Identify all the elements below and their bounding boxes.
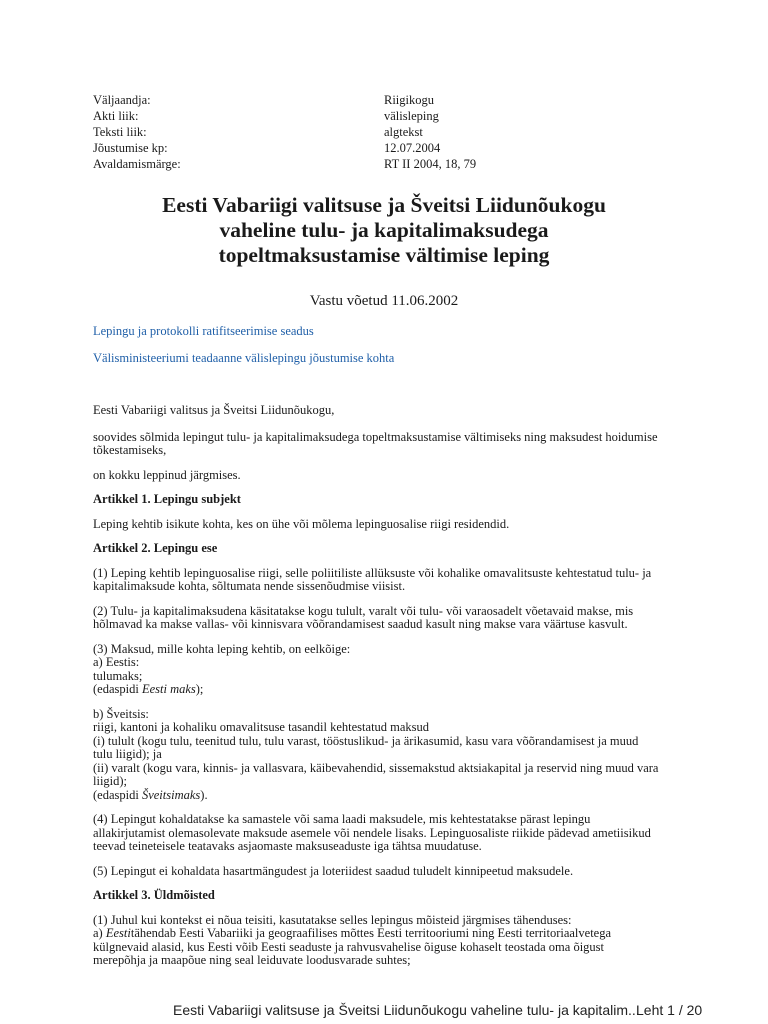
metadata-row — [93, 124, 693, 140]
paragraph: (i) tulult (kogu tulu, teenitud tulu, tulu varast, tööstuslikud- ja ärikasumid, kasu vara võõrandamisest ja muud — [93, 733, 639, 748]
paragraph: (ii) varalt (kogu vara, kinnis- ja vallasvara, käibevahendid, sissemakstud aktsiakapital ja reservid ning muud vara — [93, 760, 659, 775]
paragraph: Leping kehtib isikute kohta, kes on ühe või mõlema lepinguosalise riigi residendid. — [93, 516, 510, 531]
metadata-value: algtekst — [384, 125, 423, 139]
text: a) — [93, 926, 106, 940]
metadata-key: Väljaandja: — [93, 93, 151, 107]
document-title — [0, 193, 768, 268]
article-heading: Artikkel 2. Lepingu ese — [93, 541, 218, 555]
paragraph — [93, 789, 683, 803]
metadata-row — [93, 92, 693, 108]
article-heading: Artikkel 3. Üldmõisted — [93, 888, 215, 902]
text: ); — [195, 682, 204, 696]
paragraph: tulumaks; — [93, 668, 143, 683]
title-line: vaheline tulu- ja kapitalimaksudega — [219, 218, 549, 242]
emphasis: Eesti maks — [141, 682, 196, 696]
ratification-act-link[interactable]: Lepingu ja protokolli ratifitseerimise seadus — [93, 324, 314, 338]
paragraph: külgnevaid alasid, kus Eesti võib Eesti seaduste ja rahvusvahelise õiguse kohaselt teostada oma õigust — [93, 939, 604, 954]
paragraph: kapitalimaksude kohta, sõltumata nende sissenõudmise viisist. — [93, 579, 406, 593]
title-line: Eesti Vabariigi valitsuse ja Šveitsi Liidunõukogu — [162, 193, 606, 217]
paragraph: (4) Lepingut kohaldatakse ka samastele või sama laadi maksudele, mis kehtestatakse pärast lepingu — [93, 812, 591, 826]
metadata-row — [93, 156, 693, 172]
metadata-value: Riigikogu — [384, 93, 435, 107]
text: tähendab Eesti Vabariiki ja geograafilises mõttes Eesti territooriumi ning Eesti territoriaalvetega — [130, 926, 612, 940]
paragraph: allakirjutamist olemasolevate maksude asemele või nendele lisaks. Lepinguosaliste riikide pädevad ametiisikud — [93, 825, 651, 840]
metadata-row — [93, 140, 693, 156]
entry-into-force-notice-link[interactable]: Välisministeeriumi teadaanne välislepingu jõustumise kohta — [93, 351, 395, 365]
paragraph: riigi, kantoni ja kohaliku omavalitsuse tasandil kehtestatud maksud — [93, 720, 430, 734]
document-body — [93, 404, 683, 968]
paragraph: (2) Tulu- ja kapitalimaksudena käsitatakse kogu tulult, varalt või tulu- või varaosadelt võetavaid makse, mis — [93, 603, 634, 618]
page-counter: Leht 1 / 20 — [636, 1002, 703, 1018]
metadata-value: 12.07.2004 — [384, 141, 441, 155]
paragraph: (1) Leping kehtib lepinguosalise riigi, selle poliitiliste allüksuste või kohalike omavalitsuste kehtestatud tulu- ja — [93, 565, 652, 580]
title-line: topeltmaksustamise vältimise leping — [218, 243, 550, 267]
paragraph — [93, 927, 683, 941]
metadata-table — [93, 92, 693, 172]
text: (edaspidi — [93, 787, 142, 802]
footer-document-title: Eesti Vabariigi valitsuse ja Šveitsi Liidunõukogu vaheline tulu- ja kapitalim... — [173, 1002, 640, 1018]
metadata-value: välisleping — [384, 109, 439, 123]
paragraph: hõlmavad ka makse vallas- või kinnisvara võõrandamisest saadud kasult ning makse vara väärtuse kasvult. — [93, 617, 628, 631]
metadata-row — [93, 108, 693, 124]
paragraph: on kokku leppinud järgmises. — [93, 467, 241, 482]
article-heading: Artikkel 1. Lepingu subjekt — [93, 492, 241, 506]
paragraph: (1) Juhul kui kontekst ei nõua teisiti, kasutatakse selles lepingus mõisteid järgmises tähenduses: — [93, 912, 572, 927]
emphasis: Eesti — [105, 926, 131, 940]
metadata-key: Teksti liik: — [93, 125, 147, 139]
page-footer — [0, 998, 768, 1024]
paragraph — [93, 683, 683, 697]
paragraph: a) Eestis: — [93, 655, 140, 669]
paragraph: soovides sõlmida lepingut tulu- ja kapitalimaksudega topeltmaksustamise vältimiseks ning maksudest hoidumise — [93, 429, 658, 444]
paragraph: tõkestamiseks, — [93, 443, 167, 457]
paragraph: b) Šveitsis: — [93, 706, 149, 721]
paragraph: (5) Lepingut ei kohaldata hasartmängudest ja loteriidest saadud tuludelt kinnipeetud maksudele. — [93, 863, 574, 878]
emphasis: Šveitsimaks — [141, 787, 201, 802]
paragraph: teevad teineteisele teatavaks asjaomaste maksuseaduste iga tähtsa muudatuse. — [93, 839, 482, 853]
metadata-key: Akti liik: — [93, 109, 139, 123]
paragraph: tulu liigid); ja — [93, 747, 162, 761]
metadata-key: Jõustumise kp: — [93, 141, 168, 155]
paragraph: (3) Maksud, mille kohta leping kehtib, on eelkõige: — [93, 641, 351, 656]
paragraph: liigid); — [93, 774, 128, 788]
text: (edaspidi — [93, 682, 142, 696]
paragraph: merepõhja ja maapõue ning seal leiduvate loodusvarade suhtes; — [93, 953, 411, 967]
metadata-key: Avaldamismärge: — [93, 157, 181, 171]
text: ). — [200, 787, 208, 802]
adoption-date: Vastu võetud 11.06.2002 — [309, 293, 459, 309]
metadata-value: RT II 2004, 18, 79 — [384, 157, 477, 171]
paragraph: Eesti Vabariigi valitsus ja Šveitsi Liidunõukogu, — [93, 403, 335, 417]
